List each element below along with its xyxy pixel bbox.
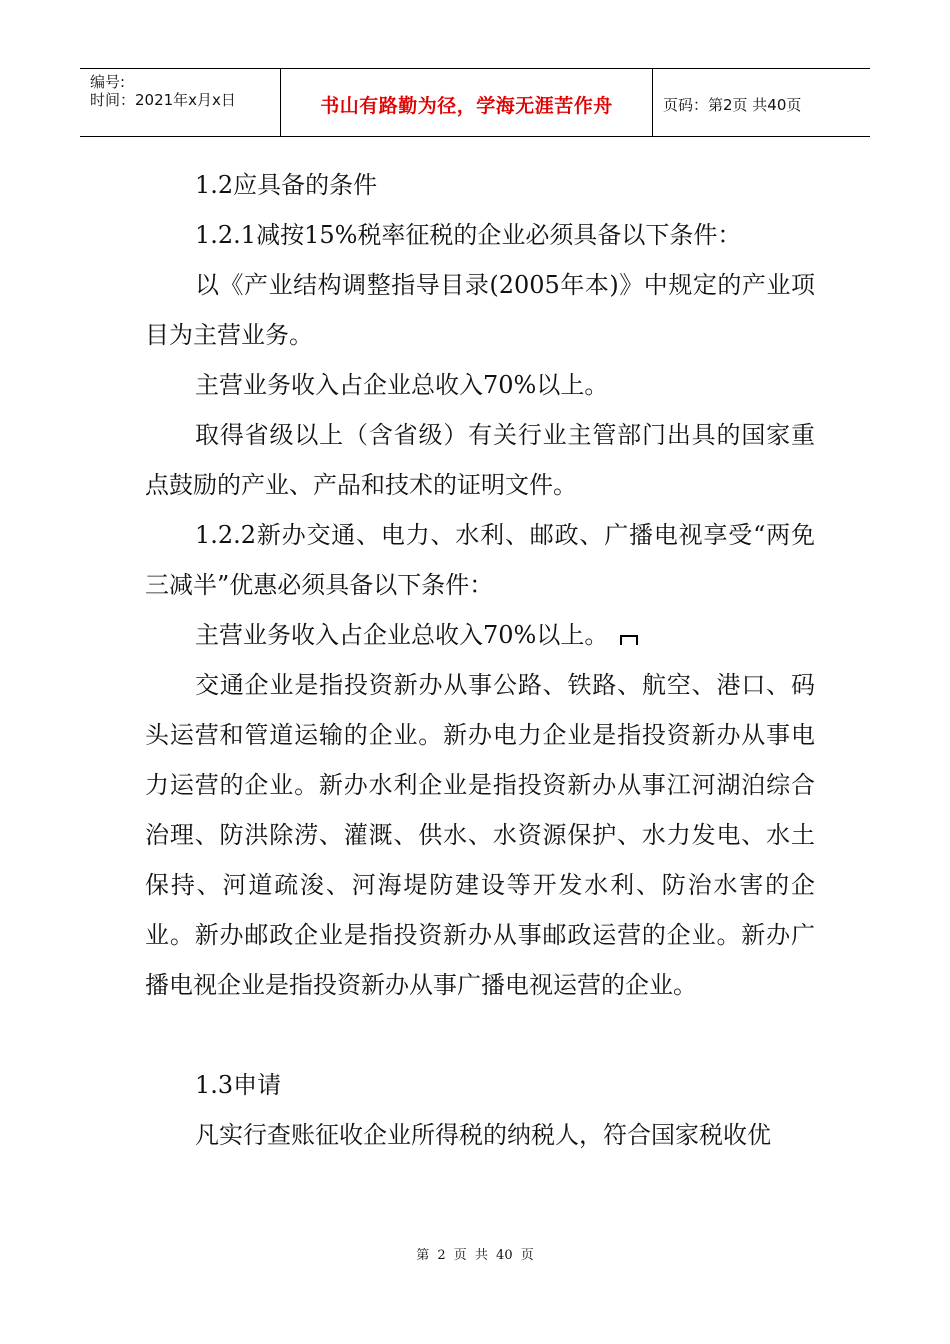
page-footer: 第 2 页 共 40 页: [416, 1248, 534, 1263]
header-meta: [80, 69, 281, 136]
subsection-heading-1-2-2: 1.2.2新办交通、电力、水利、邮政、广播电视享受“两免三减半”优惠必须具备以下条件：: [145, 521, 815, 599]
body-paragraph: 凡实行查账征收企业所得税的纳税人，符合国家税收优: [195, 1121, 771, 1149]
blank-line: [145, 1010, 815, 1060]
body-paragraph-with-mark: [145, 610, 815, 660]
section-heading-1-3: 1.3申请: [195, 1071, 282, 1099]
body-paragraph: 取得省级以上（含省级）有关行业主管部门出具的国家重点鼓励的产业、产品和技术的证明文件。: [145, 421, 815, 499]
body-paragraph: 以《产业结构调整指导目录(2005年本)》中规定的产业项目为主营业务。: [145, 271, 815, 349]
bracket-mark-icon: [620, 635, 638, 645]
header-page-info: 页码：第2页 共40页: [663, 96, 802, 114]
body-paragraph: 交通企业是指投资新办从事公路、铁路、航空、港口、码头运营和管道运输的企业。新办电力企业是指投资新办从事电力运营的企业。新办水利企业是指投资新办从事江河湖泊综合治理、防洪除涝、灌溉、供水、水资源保护、水力发电、水土保持、河道疏浚、河海堤防建设等开发水利、防治水害的企业。新办邮政企业是指投资新办从事邮政运营的企业。新办广播电视企业是指投资新办从事广播电视运营的企业。: [145, 671, 815, 999]
document-body: [145, 160, 815, 1160]
header-motto: 书山有路勤为径，学海无涯苦作舟: [281, 69, 653, 136]
section-heading-1-2: 1.2应具备的条件: [195, 171, 378, 199]
document-time-label: 时间：2021年x月x日: [90, 91, 236, 109]
subsection-heading-1-2-1: 1.2.1减按15%税率征税的企业必须具备以下条件：: [195, 221, 742, 249]
body-paragraph: 主营业务收入占企业总收入70%以上。: [195, 371, 609, 399]
document-header: [80, 68, 870, 137]
body-paragraph-text: 主营业务收入占企业总收入70%以上。: [195, 621, 609, 649]
document-number-label: 编号:: [90, 73, 126, 91]
